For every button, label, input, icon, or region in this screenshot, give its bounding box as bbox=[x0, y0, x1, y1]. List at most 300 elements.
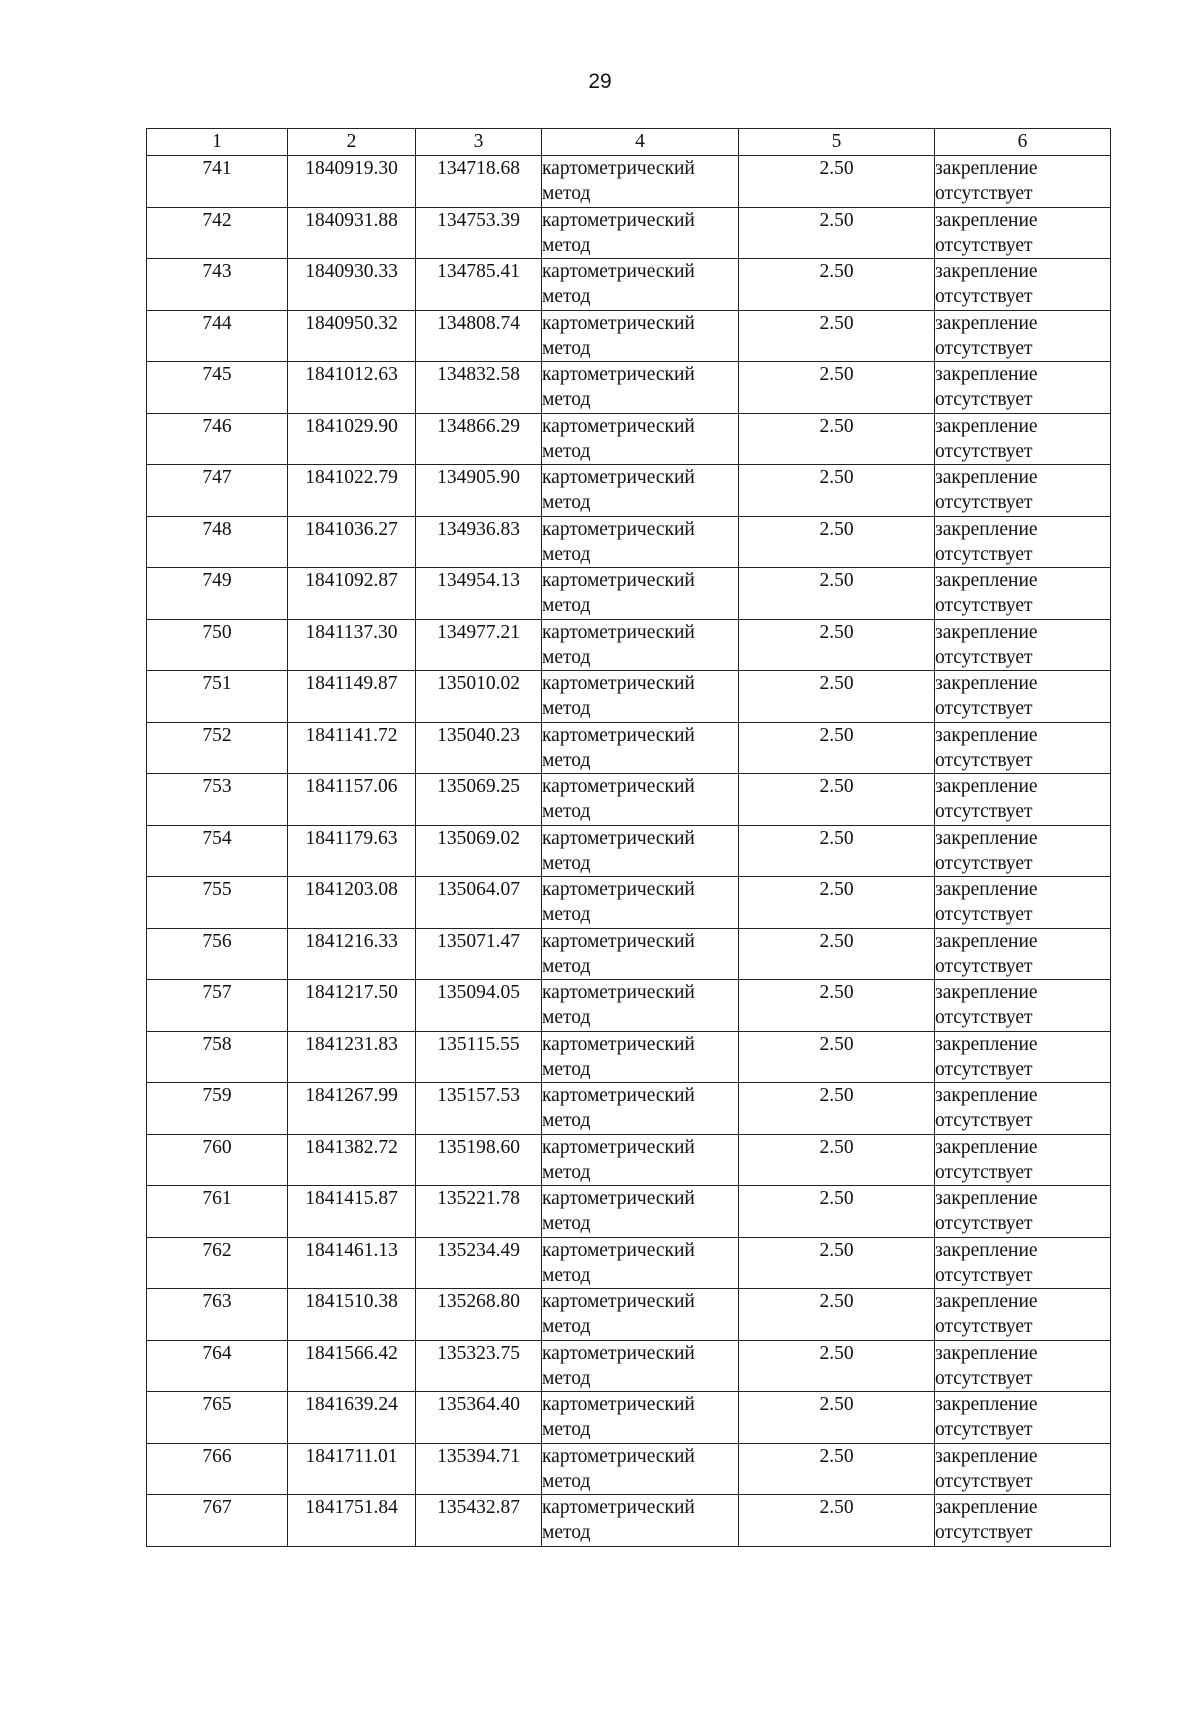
fixation-cell-line-1: закрепление bbox=[935, 1136, 1038, 1158]
y-coordinate-cell: 134718.68 bbox=[416, 156, 542, 208]
y-coordinate-cell: 134753.39 bbox=[416, 207, 542, 259]
x-coordinate-cell: 1841231.83 bbox=[288, 1031, 416, 1083]
x-coordinate-cell: 1841217.50 bbox=[288, 980, 416, 1032]
x-coordinate-cell: 1841022.79 bbox=[288, 465, 416, 517]
fixation-cell bbox=[935, 1443, 1111, 1495]
fixation-cell bbox=[935, 465, 1111, 517]
method-cell bbox=[542, 1392, 739, 1444]
table-row bbox=[147, 1443, 1111, 1495]
fixation-cell-line-1: закрепление bbox=[935, 158, 1038, 179]
table-row bbox=[147, 1237, 1111, 1289]
x-coordinate-cell: 1841036.27 bbox=[288, 516, 416, 568]
x-coordinate-cell: 1841751.84 bbox=[288, 1495, 416, 1547]
fixation-cell-line-1: закрепление bbox=[935, 879, 1038, 900]
fixation-cell bbox=[935, 1134, 1111, 1186]
method-cell bbox=[542, 465, 739, 517]
y-coordinate-cell: 135040.23 bbox=[416, 722, 542, 774]
fixation-cell bbox=[935, 1392, 1111, 1444]
fixation-cell bbox=[935, 1340, 1111, 1392]
fixation-cell bbox=[935, 825, 1111, 877]
method-cell bbox=[542, 1134, 739, 1186]
method-cell bbox=[542, 259, 739, 311]
point-number-cell: 747 bbox=[147, 465, 288, 517]
precision-cell: 2.50 bbox=[739, 1186, 935, 1238]
x-coordinate-cell: 1841415.87 bbox=[288, 1186, 416, 1238]
method-cell-line-1: картометрический bbox=[542, 1136, 695, 1158]
method-cell-line-1: картометрический bbox=[542, 312, 695, 334]
fixation-cell-line-2: отсутствует bbox=[935, 1007, 1033, 1028]
fixation-cell-line-1: закрепление bbox=[935, 776, 1038, 797]
method-cell-line-2: метод bbox=[542, 1161, 591, 1183]
point-number-cell: 760 bbox=[147, 1134, 288, 1186]
table-row bbox=[147, 722, 1111, 774]
x-coordinate-cell: 1841267.99 bbox=[288, 1083, 416, 1135]
method-cell bbox=[542, 1031, 739, 1083]
precision-cell: 2.50 bbox=[739, 465, 935, 517]
fixation-cell-line-1: закрепление bbox=[935, 312, 1038, 334]
fixation-cell-line-1: закрепление bbox=[935, 209, 1038, 231]
point-number-cell: 751 bbox=[147, 671, 288, 723]
coordinates-table bbox=[146, 128, 1111, 1547]
method-cell bbox=[542, 928, 739, 980]
y-coordinate-cell: 134866.29 bbox=[416, 413, 542, 465]
y-coordinate-cell: 135221.78 bbox=[416, 1186, 542, 1238]
method-cell bbox=[542, 413, 739, 465]
fixation-cell-line-1: закрепление bbox=[935, 467, 1038, 488]
method-cell-line-2: метод bbox=[542, 955, 591, 977]
fixation-cell bbox=[935, 980, 1111, 1032]
precision-cell: 2.50 bbox=[739, 1031, 935, 1083]
method-cell-line-2: метод bbox=[542, 183, 591, 204]
method-cell-line-1: картометрический bbox=[542, 1394, 695, 1415]
method-cell bbox=[542, 825, 739, 877]
method-cell-line-2: метод bbox=[542, 801, 591, 822]
table-row bbox=[147, 1495, 1111, 1547]
method-cell-line-2: метод bbox=[542, 389, 591, 410]
fixation-cell-line-2: отсутствует bbox=[935, 595, 1033, 616]
column-header-1: 1 bbox=[147, 129, 288, 156]
method-cell-line-1: картометрический bbox=[542, 209, 695, 231]
x-coordinate-cell: 1841179.63 bbox=[288, 825, 416, 877]
method-cell-line-1: картометрический bbox=[542, 1291, 695, 1312]
method-cell bbox=[542, 980, 739, 1032]
method-cell bbox=[542, 619, 739, 671]
x-coordinate-cell: 1841029.90 bbox=[288, 413, 416, 465]
column-header-4: 4 bbox=[542, 129, 739, 156]
fixation-cell-line-1: закрепление bbox=[935, 930, 1038, 952]
fixation-cell-line-2: отсутствует bbox=[935, 1161, 1033, 1183]
fixation-cell-line-1: закрепление bbox=[935, 1033, 1038, 1055]
x-coordinate-cell: 1841137.30 bbox=[288, 619, 416, 671]
y-coordinate-cell: 135094.05 bbox=[416, 980, 542, 1032]
table-row bbox=[147, 516, 1111, 568]
fixation-cell-line-2: отсутствует bbox=[935, 1264, 1033, 1286]
precision-cell: 2.50 bbox=[739, 980, 935, 1032]
point-number-cell: 741 bbox=[147, 156, 288, 208]
method-cell-line-1: картометрический bbox=[542, 364, 695, 385]
fixation-cell-line-1: закрепление bbox=[935, 1394, 1038, 1415]
point-number-cell: 767 bbox=[147, 1495, 288, 1547]
precision-cell: 2.50 bbox=[739, 568, 935, 620]
fixation-cell-line-2: отсутствует bbox=[935, 749, 1033, 771]
fixation-cell-line-1: закрепление bbox=[935, 518, 1038, 540]
method-cell-line-1: картометрический bbox=[542, 158, 695, 179]
fixation-cell-line-2: отсутствует bbox=[935, 801, 1033, 822]
fixation-cell bbox=[935, 362, 1111, 414]
method-cell-line-1: картометрический bbox=[542, 415, 695, 437]
fixation-cell bbox=[935, 1289, 1111, 1341]
precision-cell: 2.50 bbox=[739, 825, 935, 877]
table-row bbox=[147, 259, 1111, 311]
fixation-cell bbox=[935, 1237, 1111, 1289]
point-number-cell: 753 bbox=[147, 774, 288, 826]
method-cell-line-2: метод bbox=[542, 1470, 591, 1492]
precision-cell: 2.50 bbox=[739, 619, 935, 671]
fixation-cell-line-1: закрепление bbox=[935, 1239, 1038, 1261]
point-number-cell: 752 bbox=[147, 722, 288, 774]
fixation-cell bbox=[935, 619, 1111, 671]
fixation-cell bbox=[935, 671, 1111, 723]
method-cell-line-1: картометрический bbox=[542, 1445, 695, 1467]
y-coordinate-cell: 134808.74 bbox=[416, 310, 542, 362]
method-cell-line-2: метод bbox=[542, 1316, 591, 1337]
method-cell-line-2: метод bbox=[542, 1110, 591, 1131]
x-coordinate-cell: 1841639.24 bbox=[288, 1392, 416, 1444]
fixation-cell bbox=[935, 156, 1111, 208]
point-number-cell: 748 bbox=[147, 516, 288, 568]
y-coordinate-cell: 134905.90 bbox=[416, 465, 542, 517]
method-cell-line-2: метод bbox=[542, 286, 591, 307]
x-coordinate-cell: 1841092.87 bbox=[288, 568, 416, 620]
x-coordinate-cell: 1840931.88 bbox=[288, 207, 416, 259]
y-coordinate-cell: 134936.83 bbox=[416, 516, 542, 568]
column-header-2: 2 bbox=[288, 129, 416, 156]
fixation-cell-line-1: закрепление bbox=[935, 1188, 1038, 1209]
fixation-cell-line-2: отсутствует bbox=[935, 852, 1033, 874]
point-number-cell: 758 bbox=[147, 1031, 288, 1083]
point-number-cell: 746 bbox=[147, 413, 288, 465]
fixation-cell-line-1: закрепление bbox=[935, 261, 1038, 282]
y-coordinate-cell: 135432.87 bbox=[416, 1495, 542, 1547]
method-cell bbox=[542, 362, 739, 414]
method-cell-line-2: метод bbox=[542, 852, 591, 874]
method-cell-line-2: метод bbox=[542, 1264, 591, 1286]
fixation-cell bbox=[935, 928, 1111, 980]
method-cell-line-2: метод bbox=[542, 543, 591, 565]
table-row bbox=[147, 156, 1111, 208]
y-coordinate-cell: 135198.60 bbox=[416, 1134, 542, 1186]
fixation-cell-line-2: отсутствует bbox=[935, 543, 1033, 565]
method-cell bbox=[542, 1186, 739, 1238]
table-row bbox=[147, 413, 1111, 465]
y-coordinate-cell: 135010.02 bbox=[416, 671, 542, 723]
method-cell-line-1: картометрический bbox=[542, 1239, 695, 1261]
method-cell-line-2: метод bbox=[542, 1058, 591, 1080]
point-number-cell: 762 bbox=[147, 1237, 288, 1289]
point-number-cell: 761 bbox=[147, 1186, 288, 1238]
method-cell bbox=[542, 1340, 739, 1392]
fixation-cell-line-1: закрепление bbox=[935, 1342, 1038, 1364]
x-coordinate-cell: 1840950.32 bbox=[288, 310, 416, 362]
table-row bbox=[147, 671, 1111, 723]
method-cell bbox=[542, 568, 739, 620]
table-row bbox=[147, 1134, 1111, 1186]
fixation-cell-line-2: отсутствует bbox=[935, 1316, 1033, 1337]
fixation-cell bbox=[935, 413, 1111, 465]
method-cell-line-2: метод bbox=[542, 1213, 591, 1234]
fixation-cell-line-2: отсутствует bbox=[935, 389, 1033, 410]
y-coordinate-cell: 135268.80 bbox=[416, 1289, 542, 1341]
fixation-cell-line-2: отсутствует bbox=[935, 1110, 1033, 1131]
table-row bbox=[147, 1340, 1111, 1392]
precision-cell: 2.50 bbox=[739, 310, 935, 362]
fixation-cell-line-2: отсутствует bbox=[935, 698, 1033, 719]
method-cell-line-1: картометрический bbox=[542, 467, 695, 488]
precision-cell: 2.50 bbox=[739, 259, 935, 311]
method-cell bbox=[542, 1289, 739, 1341]
fixation-cell-line-2: отсутствует bbox=[935, 183, 1033, 204]
x-coordinate-cell: 1840919.30 bbox=[288, 156, 416, 208]
x-coordinate-cell: 1841566.42 bbox=[288, 1340, 416, 1392]
fixation-cell bbox=[935, 722, 1111, 774]
method-cell-line-2: метод bbox=[542, 1367, 591, 1389]
method-cell-line-1: картометрический bbox=[542, 518, 695, 540]
precision-cell: 2.50 bbox=[739, 413, 935, 465]
table-row bbox=[147, 619, 1111, 671]
column-header-5: 5 bbox=[739, 129, 935, 156]
precision-cell: 2.50 bbox=[739, 928, 935, 980]
fixation-cell-line-1: закрепление bbox=[935, 621, 1038, 643]
fixation-cell-line-1: закрепление bbox=[935, 673, 1038, 694]
fixation-cell-line-2: отсутствует bbox=[935, 337, 1033, 359]
fixation-cell-line-1: закрепление bbox=[935, 1291, 1038, 1312]
method-cell-line-1: картометрический bbox=[542, 1033, 695, 1055]
method-cell-line-2: метод bbox=[542, 749, 591, 771]
method-cell-line-2: метод bbox=[542, 698, 591, 719]
precision-cell: 2.50 bbox=[739, 156, 935, 208]
precision-cell: 2.50 bbox=[739, 1340, 935, 1392]
table-row bbox=[147, 310, 1111, 362]
method-cell-line-2: метод bbox=[542, 234, 591, 256]
method-cell-line-1: картометрический bbox=[542, 1342, 695, 1364]
fixation-cell-line-1: закрепление bbox=[935, 364, 1038, 385]
table-row bbox=[147, 928, 1111, 980]
point-number-cell: 742 bbox=[147, 207, 288, 259]
precision-cell: 2.50 bbox=[739, 671, 935, 723]
method-cell bbox=[542, 1443, 739, 1495]
fixation-cell bbox=[935, 1031, 1111, 1083]
point-number-cell: 764 bbox=[147, 1340, 288, 1392]
page-number: 29 bbox=[588, 70, 612, 93]
precision-cell: 2.50 bbox=[739, 1237, 935, 1289]
y-coordinate-cell: 135071.47 bbox=[416, 928, 542, 980]
method-cell-line-1: картометрический bbox=[542, 827, 695, 849]
fixation-cell bbox=[935, 1495, 1111, 1547]
point-number-cell: 750 bbox=[147, 619, 288, 671]
fixation-cell-line-2: отсутствует bbox=[935, 440, 1033, 462]
point-number-cell: 765 bbox=[147, 1392, 288, 1444]
point-number-cell: 755 bbox=[147, 877, 288, 929]
point-number-cell: 756 bbox=[147, 928, 288, 980]
precision-cell: 2.50 bbox=[739, 207, 935, 259]
table-row bbox=[147, 774, 1111, 826]
method-cell bbox=[542, 774, 739, 826]
method-cell-line-1: картометрический bbox=[542, 673, 695, 694]
precision-cell: 2.50 bbox=[739, 1443, 935, 1495]
x-coordinate-cell: 1841711.01 bbox=[288, 1443, 416, 1495]
y-coordinate-cell: 135115.55 bbox=[416, 1031, 542, 1083]
x-coordinate-cell: 1841012.63 bbox=[288, 362, 416, 414]
header-row bbox=[147, 129, 1111, 156]
fixation-cell-line-2: отсутствует bbox=[935, 286, 1033, 307]
fixation-cell bbox=[935, 877, 1111, 929]
fixation-cell-line-2: отсутствует bbox=[935, 646, 1033, 668]
x-coordinate-cell: 1841461.13 bbox=[288, 1237, 416, 1289]
method-cell bbox=[542, 156, 739, 208]
method-cell-line-1: картометрический bbox=[542, 1188, 695, 1209]
method-cell bbox=[542, 671, 739, 723]
point-number-cell: 757 bbox=[147, 980, 288, 1032]
fixation-cell bbox=[935, 1186, 1111, 1238]
x-coordinate-cell: 1841203.08 bbox=[288, 877, 416, 929]
table-row bbox=[147, 1392, 1111, 1444]
table-row bbox=[147, 1186, 1111, 1238]
method-cell bbox=[542, 1083, 739, 1135]
method-cell-line-1: картометрический bbox=[542, 570, 695, 591]
method-cell-line-1: картометрический bbox=[542, 1085, 695, 1106]
fixation-cell-line-1: закрепление bbox=[935, 982, 1038, 1003]
method-cell bbox=[542, 516, 739, 568]
fixation-cell-line-1: закрепление bbox=[935, 1445, 1038, 1467]
y-coordinate-cell: 135069.02 bbox=[416, 825, 542, 877]
method-cell-line-2: метод bbox=[542, 337, 591, 359]
table-header bbox=[147, 129, 1111, 156]
x-coordinate-cell: 1841216.33 bbox=[288, 928, 416, 980]
fixation-cell bbox=[935, 568, 1111, 620]
precision-cell: 2.50 bbox=[739, 1495, 935, 1547]
fixation-cell-line-2: отсутствует bbox=[935, 904, 1033, 925]
point-number-cell: 743 bbox=[147, 259, 288, 311]
method-cell bbox=[542, 207, 739, 259]
table-row bbox=[147, 877, 1111, 929]
precision-cell: 2.50 bbox=[739, 516, 935, 568]
fixation-cell bbox=[935, 207, 1111, 259]
table-row bbox=[147, 825, 1111, 877]
y-coordinate-cell: 135069.25 bbox=[416, 774, 542, 826]
fixation-cell bbox=[935, 1083, 1111, 1135]
y-coordinate-cell: 134977.21 bbox=[416, 619, 542, 671]
method-cell-line-2: метод bbox=[542, 904, 591, 925]
point-number-cell: 763 bbox=[147, 1289, 288, 1341]
fixation-cell bbox=[935, 774, 1111, 826]
y-coordinate-cell: 134785.41 bbox=[416, 259, 542, 311]
table-row bbox=[147, 980, 1111, 1032]
y-coordinate-cell: 135394.71 bbox=[416, 1443, 542, 1495]
x-coordinate-cell: 1841157.06 bbox=[288, 774, 416, 826]
fixation-cell bbox=[935, 259, 1111, 311]
y-coordinate-cell: 135157.53 bbox=[416, 1083, 542, 1135]
method-cell-line-2: метод bbox=[542, 646, 591, 668]
method-cell bbox=[542, 722, 739, 774]
table-row bbox=[147, 1289, 1111, 1341]
method-cell-line-2: метод bbox=[542, 1007, 591, 1028]
table-row bbox=[147, 1083, 1111, 1135]
fixation-cell bbox=[935, 516, 1111, 568]
point-number-cell: 754 bbox=[147, 825, 288, 877]
method-cell-line-2: метод bbox=[542, 492, 591, 513]
x-coordinate-cell: 1841149.87 bbox=[288, 671, 416, 723]
method-cell bbox=[542, 1237, 739, 1289]
table-row bbox=[147, 568, 1111, 620]
method-cell bbox=[542, 310, 739, 362]
y-coordinate-cell: 134954.13 bbox=[416, 568, 542, 620]
x-coordinate-cell: 1841141.72 bbox=[288, 722, 416, 774]
column-header-3: 3 bbox=[416, 129, 542, 156]
precision-cell: 2.50 bbox=[739, 877, 935, 929]
x-coordinate-cell: 1841382.72 bbox=[288, 1134, 416, 1186]
precision-cell: 2.50 bbox=[739, 1083, 935, 1135]
method-cell-line-1: картометрический bbox=[542, 879, 695, 900]
method-cell-line-1: картометрический bbox=[542, 1497, 695, 1518]
y-coordinate-cell: 135323.75 bbox=[416, 1340, 542, 1392]
table-row bbox=[147, 1031, 1111, 1083]
y-coordinate-cell: 135234.49 bbox=[416, 1237, 542, 1289]
precision-cell: 2.50 bbox=[739, 774, 935, 826]
method-cell-line-1: картометрический bbox=[542, 776, 695, 797]
method-cell-line-1: картометрический bbox=[542, 261, 695, 282]
precision-cell: 2.50 bbox=[739, 1134, 935, 1186]
fixation-cell-line-2: отсутствует bbox=[935, 1058, 1033, 1080]
fixation-cell-line-2: отсутствует bbox=[935, 234, 1033, 256]
method-cell-line-2: метод bbox=[542, 1419, 591, 1440]
fixation-cell-line-1: закрепление bbox=[935, 570, 1038, 591]
fixation-cell-line-2: отсутствует bbox=[935, 1419, 1033, 1440]
x-coordinate-cell: 1841510.38 bbox=[288, 1289, 416, 1341]
precision-cell: 2.50 bbox=[739, 362, 935, 414]
y-coordinate-cell: 135064.07 bbox=[416, 877, 542, 929]
y-coordinate-cell: 135364.40 bbox=[416, 1392, 542, 1444]
method-cell bbox=[542, 1495, 739, 1547]
precision-cell: 2.50 bbox=[739, 722, 935, 774]
column-header-6: 6 bbox=[935, 129, 1111, 156]
table-row bbox=[147, 465, 1111, 517]
point-number-cell: 766 bbox=[147, 1443, 288, 1495]
method-cell-line-2: метод bbox=[542, 1522, 591, 1543]
y-coordinate-cell: 134832.58 bbox=[416, 362, 542, 414]
method-cell-line-2: метод bbox=[542, 440, 591, 462]
fixation-cell-line-2: отсутствует bbox=[935, 1367, 1033, 1389]
table-body bbox=[147, 156, 1111, 1547]
precision-cell: 2.50 bbox=[739, 1392, 935, 1444]
fixation-cell bbox=[935, 310, 1111, 362]
method-cell bbox=[542, 877, 739, 929]
fixation-cell-line-2: отсутствует bbox=[935, 1213, 1033, 1234]
fixation-cell-line-1: закрепление bbox=[935, 1085, 1038, 1106]
x-coordinate-cell: 1840930.33 bbox=[288, 259, 416, 311]
method-cell-line-1: картометрический bbox=[542, 930, 695, 952]
fixation-cell-line-2: отсутствует bbox=[935, 492, 1033, 513]
point-number-cell: 744 bbox=[147, 310, 288, 362]
table-row bbox=[147, 207, 1111, 259]
method-cell-line-2: метод bbox=[542, 595, 591, 616]
precision-cell: 2.50 bbox=[739, 1289, 935, 1341]
point-number-cell: 745 bbox=[147, 362, 288, 414]
fixation-cell-line-1: закрепление bbox=[935, 827, 1038, 849]
method-cell-line-1: картометрический bbox=[542, 621, 695, 643]
method-cell-line-1: картометрический bbox=[542, 982, 695, 1003]
fixation-cell-line-1: закрепление bbox=[935, 1497, 1038, 1518]
fixation-cell-line-2: отсутствует bbox=[935, 955, 1033, 977]
